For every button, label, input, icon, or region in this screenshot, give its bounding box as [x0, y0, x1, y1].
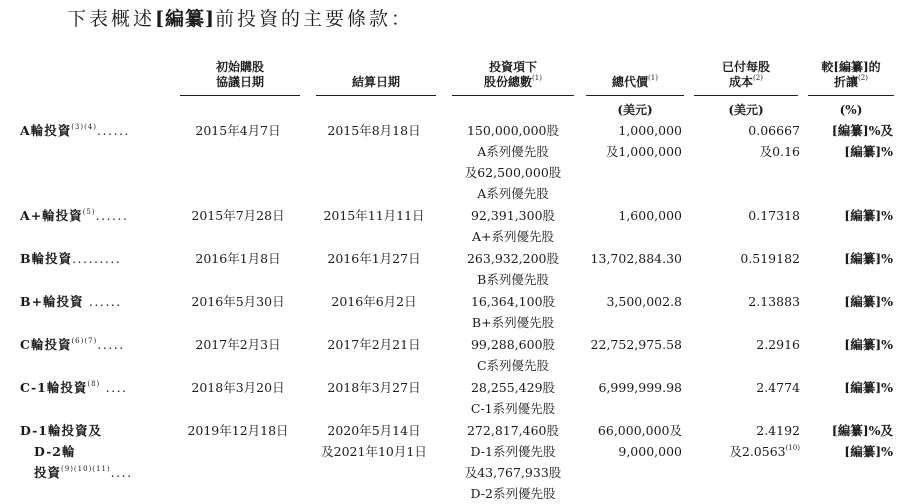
row-label-b: B輪投資......... — [20, 251, 122, 266]
title-bracket: [編纂] — [155, 8, 215, 30]
settlement-date: 2015年11月11日 — [323, 208, 425, 223]
discount: [編纂]% — [844, 251, 893, 266]
header-line: 結算日期 — [351, 75, 400, 89]
total-shares: 99,288,600股 C系列優先股 — [470, 337, 556, 373]
footnote-ref: (3)(4) — [71, 123, 98, 131]
row-label-c: C輪投資$^{(6)(7)}$..... — [20, 337, 125, 352]
total-shares: 92,391,300股 A+系列優先股 — [470, 208, 556, 244]
header-line: 初始購股 — [215, 60, 264, 74]
header-line: 已付每股 — [721, 60, 770, 74]
header-consideration — [586, 75, 684, 90]
row-label-a: A輪投資$^{(3)(4)}$...... — [20, 123, 130, 138]
consideration: 13,702,884.30 — [590, 251, 682, 266]
header-line: 協議日期 — [215, 75, 264, 89]
header-cost-per-share — [694, 60, 798, 90]
footnote-ref: (6)(7) — [71, 337, 98, 345]
header-discount — [808, 60, 894, 90]
agreement-date: 2015年7月28日 — [191, 208, 285, 223]
header-agreement-date — [180, 60, 300, 90]
header-line: 投資項下 — [488, 60, 537, 74]
cost-per-share: 2.13883 — [748, 294, 800, 309]
total-shares: 28,255,429股 C-1系列優先股 — [470, 380, 556, 416]
header-line: 折讓$^{(2)}$ — [834, 74, 868, 89]
discount: [編纂]%及 [編纂]% — [831, 123, 893, 159]
row-label-a-plus: A+輪投資$^{(5)}$...... — [20, 208, 129, 223]
footnote-ref: (5) — [82, 208, 96, 216]
header-line: 總代價$^{(1)}$ — [612, 74, 658, 89]
total-shares: 16,364,100股 B+系列優先股 — [470, 294, 556, 330]
unit-cost-per-share: (美元) — [728, 103, 764, 117]
header-settlement-date — [316, 75, 436, 90]
header-line: 較[編纂]的 — [821, 60, 881, 74]
title-prefix: 下表概述 — [67, 8, 156, 30]
discount: [編纂]% — [844, 380, 893, 395]
discount: [編纂]% — [844, 337, 893, 352]
cost-per-share: 0.17318 — [748, 208, 800, 223]
settlement-date: 2017年2月21日 — [327, 337, 421, 352]
settlement-date: 2016年6月2日 — [331, 294, 417, 309]
agreement-date: 2016年1月8日 — [195, 251, 281, 266]
total-shares: 150,000,000股 A系列優先股 及62,500,000股 A系列優先股 — [464, 123, 562, 201]
row-label-b-plus: B+輪投資 ...... — [20, 294, 122, 309]
header-rule — [316, 95, 436, 96]
footnote-ref: (1) — [648, 74, 658, 82]
consideration: 22,752,975.58 — [590, 337, 682, 352]
settlement-date: 2018年3月27日 — [327, 380, 421, 395]
agreement-date: 2016年5月30日 — [191, 294, 285, 309]
footnote-ref: (1) — [532, 74, 542, 82]
settlement-date: 2015年8月18日 — [327, 123, 421, 138]
footnote-ref: (2) — [858, 74, 868, 82]
header-rule — [452, 95, 574, 96]
settlement-date: 2016年1月27日 — [327, 251, 421, 266]
agreement-date: 2015年4月7日 — [195, 123, 281, 138]
agreement-date: 2018年3月20日 — [191, 380, 285, 395]
header-total-shares — [452, 60, 574, 90]
footnote-ref: (10) — [785, 444, 800, 452]
cost-per-share: 2.4774 — [756, 380, 800, 395]
title-suffix: 前投資的主要條款： — [215, 8, 414, 30]
cost-per-share: 0.06667 及0.16 — [748, 123, 800, 159]
unit-consideration: (美元) — [617, 103, 653, 117]
cost-per-share: 2.4192 及2.0563$^{(10)}$ — [729, 423, 800, 459]
footnote-ref: (2) — [753, 74, 763, 82]
total-shares: 272,817,460股 D-1系列優先股 及43,767,933股 D-2系列優先股 — [464, 423, 562, 501]
footnote-ref: (8) — [87, 380, 101, 388]
cost-per-share: 2.2916 — [756, 337, 800, 352]
header-line: 成本$^{(2)}$ — [729, 74, 763, 89]
row-label-d: D-1輪投資及 D-2輪 投資$^{(9)(10)(11)}$.... — [20, 423, 133, 480]
total-shares: 263,932,200股 B系列優先股 — [466, 251, 560, 287]
agreement-date: 2019年12月18日 — [187, 423, 289, 438]
row-label-c-1: C-1輪投資$^{(8)}$ .... — [20, 380, 128, 395]
header-rule — [586, 95, 684, 96]
consideration: 3,500,002.8 — [606, 294, 682, 309]
cost-per-share: 0.519182 — [740, 251, 800, 266]
discount: [編纂]% — [844, 294, 893, 309]
header-rule — [694, 95, 798, 96]
header-rule — [180, 95, 300, 96]
unit-discount: (%) — [839, 103, 863, 117]
page-title — [67, 6, 413, 32]
footnote-ref: (9)(10)(11) — [61, 465, 111, 473]
discount: [編纂]% — [844, 208, 893, 223]
consideration: 1,600,000 — [618, 208, 682, 223]
header-line: 股份總數$^{(1)}$ — [484, 74, 542, 89]
agreement-date: 2017年2月3日 — [195, 337, 281, 352]
settlement-date: 2020年5月14日 及2021年10月1日 — [321, 423, 427, 459]
discount: [編纂]%及 [編纂]% — [831, 423, 893, 459]
consideration: 6,999,999.98 — [598, 380, 682, 395]
consideration: 66,000,000及 9,000,000 — [597, 423, 682, 459]
consideration: 1,000,000 及1,000,000 — [605, 123, 682, 159]
header-rule — [808, 95, 894, 96]
